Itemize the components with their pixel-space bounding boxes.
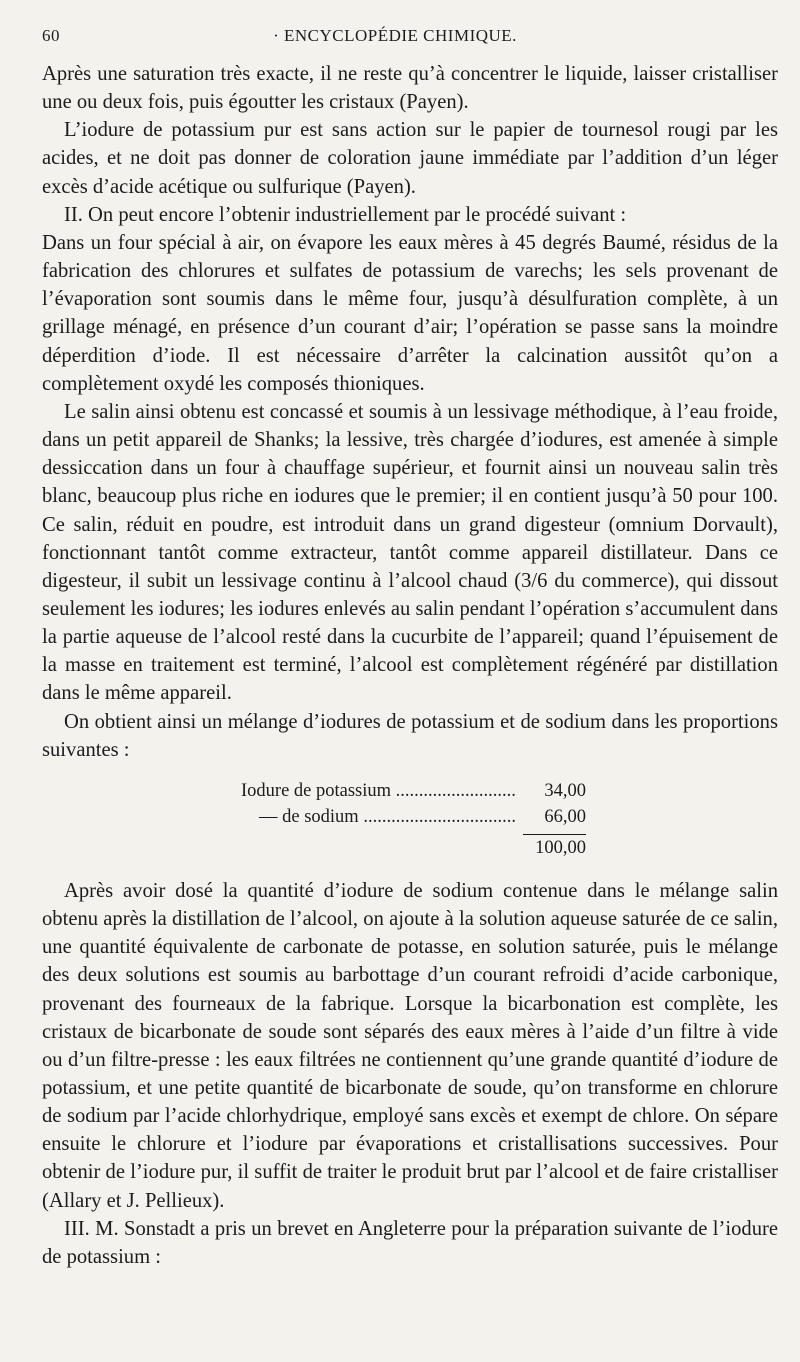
composition-row <box>241 778 586 804</box>
paragraph-6: On obtient ainsi un mélange d’iodures de potassium et de sodium dans les proportions suivantes : <box>42 710 778 761</box>
paragraph-8: III. M. Sonstadt a pris un brevet en Angleterre pour la préparation suivante de l’iodure de potassium : <box>42 1217 778 1268</box>
composition-row <box>241 804 586 830</box>
page-header <box>42 26 778 56</box>
composition-label: — de sodium ..... <box>241 804 516 830</box>
composition-total-row <box>241 835 586 861</box>
composition-label: Iodure de potassium ..... <box>241 778 516 804</box>
page-number: 60 <box>42 26 60 45</box>
composition-table <box>42 778 778 861</box>
paragraph-1: Après une saturation très exacte, il ne reste qu’à concentrer le liquide, laisser cristalliser une ou deux fois, puis égoutter les cristaux (Payen). <box>42 63 778 114</box>
running-title: · ENCYCLOPÉDIE CHIMIQUE. <box>273 26 517 45</box>
composition-value: 66,00 <box>544 806 586 827</box>
paragraph-7: Après avoir dosé la quantité d’iodure de sodium contenue dans le mélange salin obtenu après la distillation de l’alcool, on ajoute à la solution aqueuse saturée de ce salin, une quantité équivalente de carbonate de potasse, en solution saturée, puis le mélange des deux solutions est soumis au barbottage d’un courant refroidi d’acide carbonique, provenant des fourneaux de la fabrique. Lorsque la bicarbonation est complète, les cristaux de bicarbonate de soude sont séparés des eaux mères à l’aide d’un filtre à vide ou d’un filtre-presse : les eaux filtrées ne contiennent qu’une grande quantité d’iodure de potassium, et une petite quantité de bicarbonate de soude, qu’on transforme en chlorure de sodium par l’acide chlorhydrique, employé sans excès et exempt de chlore. On sépare ensuite le chlorure et l’iodure par évaporations et cristallisations successives. Pour obtenir de l’iodure pur, il suffit de traiter le produit brut par l’alcool et de faire cristalliser (Allary et J. Pellieux). <box>42 879 778 1212</box>
paragraph-4: Dans un four spécial à air, on évapore les eaux mères à 45 degrés Baumé, résidus de la fabrication des chlorures et sulfates de potassium de varechs; les sels provenant de l’évaporation sont soumis dans le même four, jusqu’à désulfuration complète, à un grillage ménagé, en présence d’un courant d’air; l’opération se passe sans la moindre déperdition d’iode. Il est nécessaire d’arrêter la calcination aussitôt qu’on a complètement oxydé les composés thioniques. <box>42 231 778 395</box>
page-body <box>42 60 778 1271</box>
paragraph-5: Le salin ainsi obtenu est concassé et soumis à un lessivage méthodique, à l’eau froide, dans un petit appareil de Shanks; la lessive, très chargée d’iodures, est amenée à simple dessiccation dans un four à chauffage supérieur, et fournit ainsi un nouveau salin très blanc, beaucoup plus riche en iodures que le premier; il en contient jusqu’à 50 pour 100. Ce salin, réduit en poudre, est introduit dans un grand digesteur (omnium Dorvault), fonctionnant tantôt comme extracteur, tantôt comme appareil distillateur. Dans ce digesteur, il subit un lessivage continu à l’alcool chaud (3/6 du commerce), qui dissout seulement les iodures; les iodures enlevés au salin pendant l’opération s’accumulent dans la partie aqueuse de l’alcool resté dans la cucurbite de l’appareil; quand l’épuisement de la masse en traitement est terminé, l’alcool est complètement régénéré par distillation dans le même appareil. <box>42 400 779 705</box>
composition-value: 34,00 <box>544 780 586 801</box>
paragraph-3: II. On peut encore l’obtenir industriellement par le procédé suivant : <box>64 203 627 226</box>
composition-total: 100,00 <box>535 837 586 858</box>
composition-total-spacer <box>241 835 516 861</box>
paragraph-2: L’iodure de potassium pur est sans action sur le papier de tournesol rougi par les acides, et ne doit pas donner de coloration jaune immédiate par l’addition d’un léger excès d’acide acétique ou sulfurique (Payen). <box>42 119 778 198</box>
